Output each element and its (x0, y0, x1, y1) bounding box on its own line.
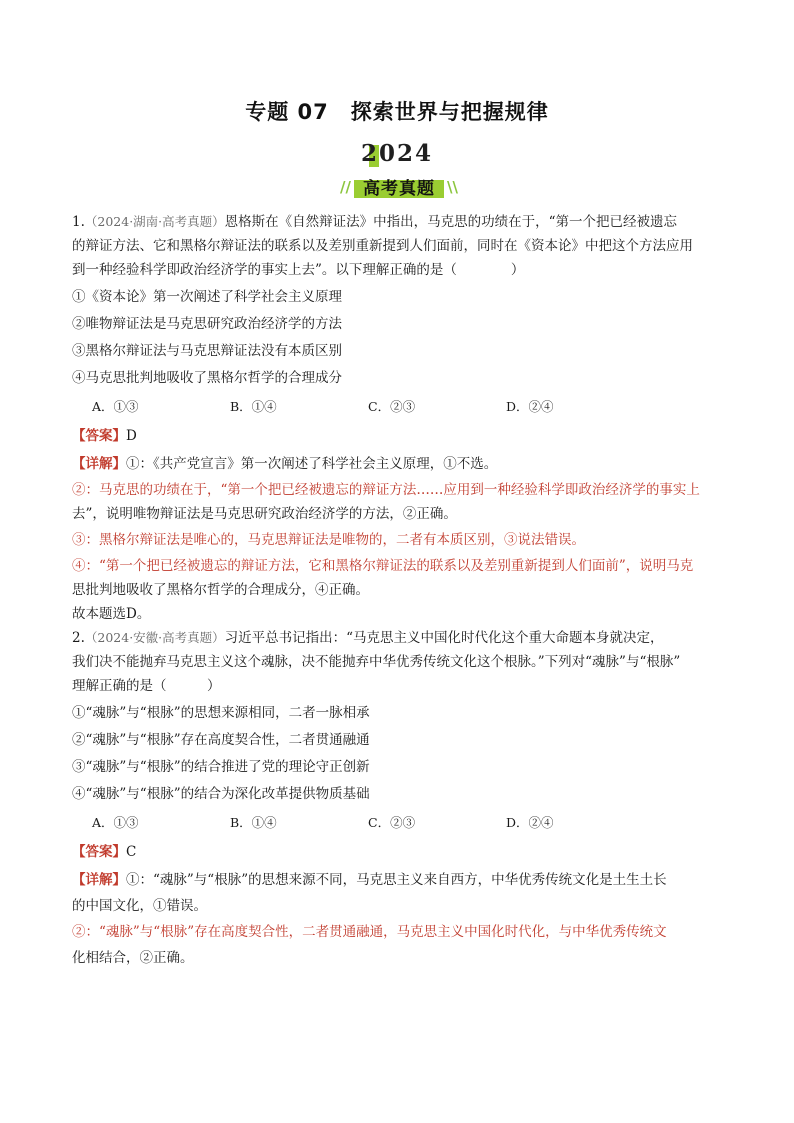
stem-line: 恩格斯在《自然辩证法》中指出，马克思的功绩在于，“第一个把已经被遗忘 (224, 214, 678, 230)
detail-line: ④：“第一个把已经被遗忘的辩证方法，它和黑格尔辩证法的联系以及差别重新提到人们面前”，说明马克 (72, 558, 694, 574)
banner-slash-right: \\ (447, 178, 458, 196)
stem-line: 到一种经验科学即政治经济学的事实上去”。以下理解正确的是（ ） (72, 262, 525, 278)
stem-line: 我们决不能抛弃马克思主义这个魂脉，决不能抛弃中华优秀传统文化这个根脉。”下列对“魂脉”与“根脉” (72, 654, 681, 670)
detail-tag: 【详解】 (72, 456, 126, 472)
question-stem (72, 210, 724, 234)
choice-d: D．②④ (506, 815, 554, 830)
choice-c: C．②③ (368, 399, 416, 414)
answer-line (72, 838, 724, 866)
detail-line (72, 450, 724, 478)
detail-line: ②：“魂脉”与“根脉”存在高度契合性，二者贯通融通，马克思主义中国化时代化，与中华优秀传统文 (72, 924, 667, 940)
year-heading: 2024 (360, 140, 433, 167)
section-label: 高考真题 (363, 179, 435, 199)
detail-line: 化相结合，②正确。 (72, 950, 194, 966)
option-item: ④马克思批判地吸收了黑格尔哲学的合理成分 (72, 370, 342, 386)
detail-line: 的中国文化，①错误。 (72, 898, 207, 914)
year-heading-wrap (0, 140, 794, 167)
question-stem (72, 626, 724, 650)
option-item: ①《资本论》第一次阐述了科学社会主义原理 (72, 289, 342, 305)
answer-tag: 【答案】 (72, 844, 126, 860)
answer-tag: 【答案】 (72, 428, 126, 444)
detail-text: ①：《共产党宣言》第一次阐述了科学社会主义原理，①不选。 (126, 456, 498, 472)
detail-text: ①：“魂脉”与“根脉”的思想来源不同，马克思主义来自西方，中华优秀传统文化是土生土长 (126, 872, 667, 888)
detail-line: ②：马克思的功绩在于，“第一个把已经被遗忘的辩证方法……应用到一种经验科学即政治经济学的事实上 (72, 482, 700, 498)
option-item: ②唯物辩证法是马克思研究政治经济学的方法 (72, 316, 342, 332)
page-title: 专题 07 探索世界与把握规律 (245, 100, 549, 124)
choice-b: B．①④ (230, 399, 277, 414)
option-item: ②“魂脉”与“根脉”存在高度契合性，二者贯通融通 (72, 732, 370, 748)
detail-line: 去”，说明唯物辩证法是马克思研究政治经济学的方法，②正确。 (72, 506, 457, 522)
detail-line: 思批判地吸收了黑格尔哲学的合理成分，④正确。 (72, 582, 369, 598)
answer-line (72, 422, 724, 450)
option-item: ③“魂脉”与“根脉”的结合推进了党的理论守正创新 (72, 759, 370, 775)
question-number: 2. (72, 630, 85, 646)
stem-line: 的辩证方法、它和黑格尔辩证法的联系以及差别重新提到人们面前，同时在《资本论》中把这个方法应用 (72, 238, 693, 254)
answer-choices (72, 392, 724, 422)
choice-c: C．②③ (368, 815, 416, 830)
option-item: ①“魂脉”与“根脉”的思想来源相同，二者一脉相承 (72, 705, 370, 721)
choice-a: A．①③ (92, 399, 139, 414)
question-2 (72, 626, 724, 970)
content-body (72, 210, 724, 970)
question-1 (72, 210, 724, 626)
question-number: 1. (72, 214, 85, 230)
stem-line: 习近平总书记指出：“马克思主义中国化时代化这个重大命题本身就决定， (224, 630, 664, 646)
banner-slash-left: // (340, 178, 351, 196)
option-item: ③黑格尔辩证法与马克思辩证法没有本质区别 (72, 343, 342, 359)
detail-line: ③：黑格尔辩证法是唯心的，马克思辩证法是唯物的，二者有本质区别，③说法错误。 (72, 532, 585, 548)
choice-a: A．①③ (92, 815, 139, 830)
choice-b: B．①④ (230, 815, 277, 830)
question-source: （2024·安徽·高考真题） (84, 630, 225, 645)
conclusion-line: 故本题选D。 (72, 606, 151, 622)
answer-value: C (126, 844, 137, 860)
answer-choices (72, 808, 724, 838)
question-source: （2024·湖南·高考真题） (84, 214, 225, 229)
detail-tag: 【详解】 (72, 872, 126, 888)
answer-value: D (126, 428, 137, 444)
detail-line (72, 866, 724, 894)
stem-line: 理解正确的是（ ） (72, 678, 221, 694)
section-banner (340, 174, 458, 200)
choice-d: D．②④ (506, 399, 554, 414)
option-item: ④“魂脉”与“根脉”的结合为深化改革提供物质基础 (72, 786, 370, 802)
